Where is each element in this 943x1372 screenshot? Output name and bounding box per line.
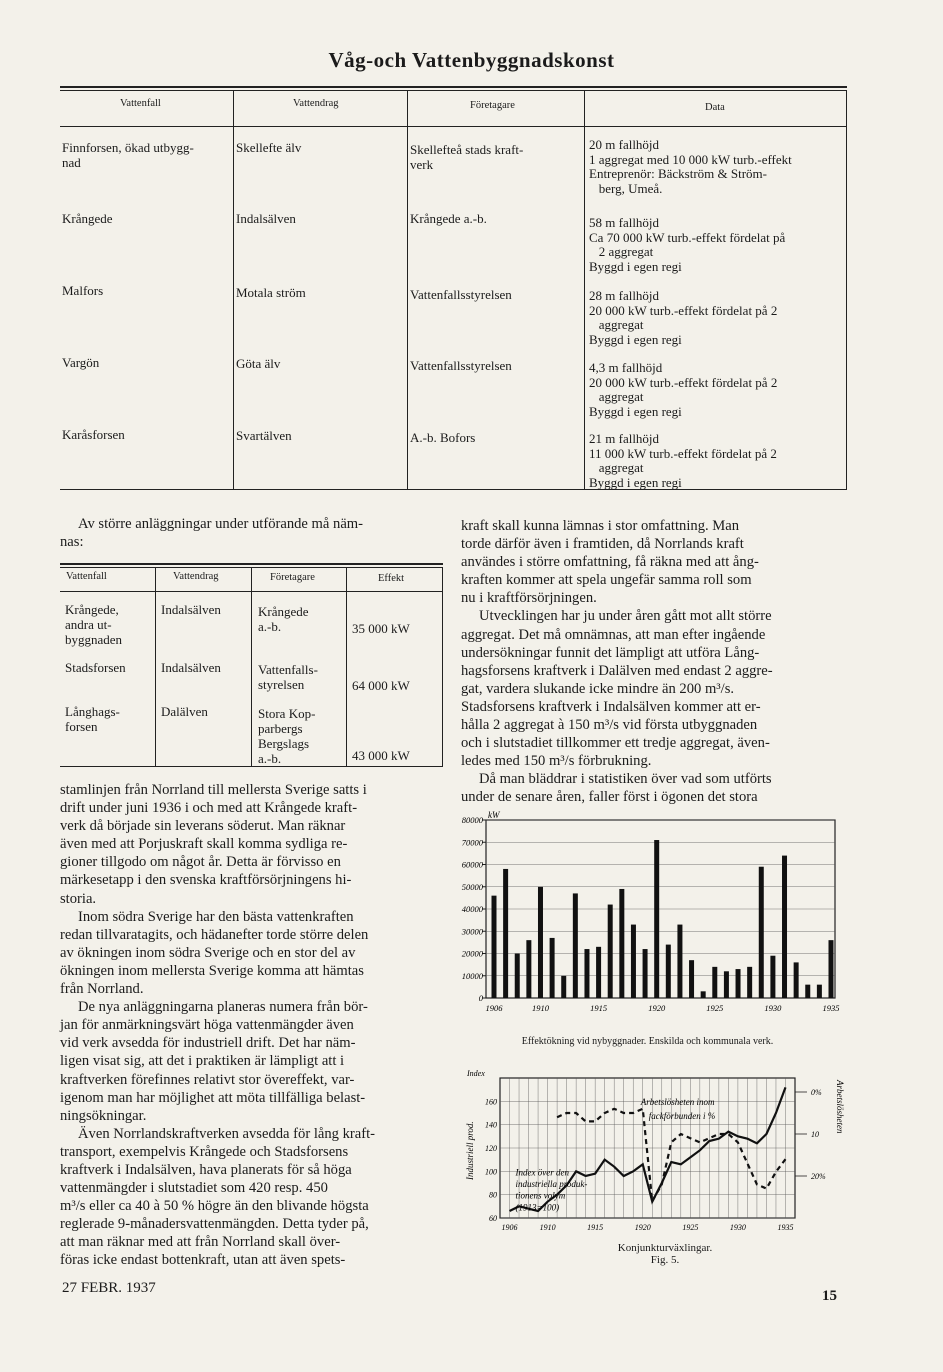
x-tick-label: 1915 — [590, 1003, 608, 1013]
chart-annotation: Index över den — [515, 1167, 570, 1178]
small-cell-owner: Krångede a.-b. — [258, 604, 309, 634]
table-cell-data: 28 m fallhöjd 20 000 kW turb.-effekt fördelat på 2 aggregat Byggd i egen regi — [589, 288, 778, 347]
chart-annotation: industriella produk- — [515, 1179, 588, 1189]
bar-chart — [450, 808, 845, 1033]
bar — [503, 869, 508, 998]
small-cell-river: Indalsälven — [161, 660, 221, 675]
table-cell-owner: Skellefteå stads kraft- verk — [410, 142, 524, 172]
small-cell-effect: 64 000 kW — [352, 678, 410, 693]
chart-annotation: Arbetslösheten inom — [640, 1097, 715, 1107]
bar — [654, 840, 659, 998]
side-label-left: Industriell prod. — [465, 1121, 475, 1180]
small-cell-owner: Vattenfalls- styrelsen — [258, 662, 318, 692]
x-tick-label: 1925 — [706, 1003, 724, 1013]
y-tick-label: 80000 — [461, 815, 483, 825]
page-title: Våg-och Vattenbyggnadskonst — [328, 48, 615, 72]
y-tick-label: 60000 — [461, 859, 483, 870]
y-axis-label-left: Index — [467, 1070, 485, 1078]
small-cell-effect: 35 000 kW — [352, 621, 410, 636]
left-column-text — [60, 781, 444, 1270]
table-header-river: Vattendrag — [293, 98, 339, 109]
text-line: jan för anmärkningsvärt höga vattenmängder även — [60, 1017, 354, 1034]
line-chart-caption: Konjunkturväxlingar. Fig. 5. — [617, 1242, 713, 1266]
table-cell-fall: Krångede — [62, 211, 113, 226]
table-cell-data: 58 m fallhöjd Ca 70 000 kW turb.-effekt fördelat på 2 aggregat Byggd i egen regi — [589, 215, 786, 274]
text-line: undersökningar funnit det lämpligt att utföra Lång- — [461, 644, 760, 661]
small-cell-river: Dalälven — [161, 704, 208, 719]
bar — [770, 956, 775, 998]
right-column-text — [461, 517, 847, 807]
y-tick-label: 100 — [485, 1167, 497, 1177]
text-line: från Norrland. — [60, 981, 144, 998]
bar — [631, 925, 636, 998]
text-line: drift under juni 1936 i och med att Krångede kraft- — [60, 800, 358, 817]
text-line: även med att Porjuskraft skall komma sydliga re- — [60, 836, 348, 853]
y-tick-label: 50000 — [461, 881, 483, 892]
text-line: Även Norrlandskraftverken avsedda för lång kraft- — [78, 1125, 376, 1142]
x-tick-label: 1910 — [531, 1003, 549, 1013]
x-tick-label: 1920 — [634, 1223, 651, 1232]
small-cell-owner: Stora Kop- parbergs Bergslags a.-b. — [258, 706, 316, 766]
bar — [759, 867, 764, 998]
text-line: och i slutstadiet tillkommer ett tredje aggregat, även- — [461, 735, 770, 752]
text-line: ledes med 150 m³/s förbrukning. — [461, 753, 652, 770]
bar — [608, 905, 613, 998]
small-header-river: Vattendrag — [173, 571, 219, 582]
table-cell-owner: Vattenfallsstyrelsen — [410, 287, 512, 302]
y-tick-label-right: 0% — [811, 1088, 822, 1097]
bar — [538, 887, 543, 998]
bar — [561, 976, 566, 998]
table-cell-fall: Karåsforsen — [62, 427, 125, 442]
x-tick-label: 1915 — [587, 1223, 604, 1232]
bar — [550, 938, 555, 998]
small-cell-river: Indalsälven — [161, 602, 221, 617]
bar — [747, 967, 752, 998]
bar — [643, 949, 648, 998]
y-tick-label: 40000 — [461, 904, 483, 914]
y-tick-label: 30000 — [461, 926, 483, 937]
table-cell-data: 21 m fallhöjd 11 000 kW turb.-effekt fördelat på 2 aggregat Byggd i egen regi — [589, 431, 777, 490]
table-cell-fall: Finnforsen, ökad utbygg- nad — [62, 140, 194, 170]
table-cell-fall: Vargön — [62, 355, 100, 370]
text-line: m³/s eller ca 40 à 50 % högre än den blivande högsta — [60, 1198, 369, 1215]
text-line: stamlinjen från Norrland till mellersta Sverige satts i — [60, 782, 367, 798]
text-line: kraftverken förefinnes relativt stor övereffekt, var- — [60, 1071, 355, 1088]
text-line: Utvecklingen har ju under åren gått mot allt större — [479, 608, 772, 625]
x-tick-label: 1935 — [777, 1223, 794, 1232]
small-header-owner: Företagare — [270, 572, 315, 583]
table-cell-data: 4,3 m fallhöjd 20 000 kW turb.-effekt fördelat på 2 aggregat Byggd i egen regi — [589, 360, 778, 419]
bar — [712, 967, 717, 998]
x-tick-label: 1935 — [822, 1003, 840, 1013]
table-cell-river: Indalsälven — [236, 211, 296, 226]
table-header-fall: Vattenfall — [120, 98, 161, 109]
text-line: hålla 2 aggregat à 150 m³/s vid första utbyggnaden — [461, 717, 758, 734]
text-line: torde därför även i framtiden, då Norrlands kraft — [461, 536, 744, 553]
text-line: vattenmängder i slutstadiet som 420 resp. 450 — [60, 1180, 328, 1197]
text-line: föras icke endast bottenkraft, utan att även spets- — [60, 1252, 346, 1269]
table-cell-river: Motala ström — [236, 285, 306, 300]
text-line: vid verk avsedda för industriell drift. Det har näm- — [60, 1035, 356, 1052]
text-line: användes i större omfattning, få räkna med att ång- — [461, 554, 759, 571]
y-tick-label: 20000 — [461, 948, 483, 959]
bar — [805, 985, 810, 998]
bar — [573, 893, 578, 998]
side-label-right: Arbetslösheten — [835, 1080, 845, 1134]
small-cell-fall: Krångede, andra ut- byggnaden — [65, 602, 123, 647]
small-header-effect: Effekt — [378, 573, 405, 584]
text-line: Då man bläddrar i statistiken över vad som utförts — [479, 771, 772, 788]
table-cell-river: Skellefte älv — [236, 140, 302, 155]
text-line: De nya anläggningarna planeras numera från bör- — [78, 999, 368, 1016]
y-tick-label: 70000 — [461, 837, 483, 848]
small-cell-fall: Stadsforsen — [65, 660, 126, 675]
bar-chart-caption: Effektökning vid nybyggnader. Enskilda och kommunala verk. — [521, 1036, 774, 1047]
text-line: redan tillvaratagits, och hädanefter torde större delen — [60, 926, 369, 943]
table-cell-river: Göta älv — [236, 356, 281, 371]
text-line: ligen visat sig, att det i praktiken är lämpligt att i — [60, 1053, 345, 1070]
x-tick-label: 1930 — [729, 1223, 746, 1232]
text-line: kraften kommer att spela ungefär samma roll som — [461, 572, 752, 589]
bar — [794, 962, 799, 998]
small-cell-effect: 43 000 kW — [352, 748, 410, 763]
table-cell-fall: Malfors — [62, 283, 104, 298]
y-tick-label-right: 10 — [811, 1130, 819, 1139]
chart-annotation: (1913=100) — [515, 1202, 560, 1213]
text-line: aggregat. Det må omnämnas, att man efter ingående — [461, 626, 766, 643]
text-line: kraftverk i Indalsälven, hava planerats för så höga — [60, 1161, 352, 1178]
bar — [492, 896, 497, 998]
x-tick-label: 1920 — [648, 1003, 666, 1013]
text-line: gioner tillgodo om något år. Detta är förvisso en — [60, 854, 341, 871]
bar — [515, 954, 520, 999]
y-tick-label: 10000 — [461, 970, 483, 981]
text-line: kraft skall kunna lämnas i stor omfattning. Man — [461, 518, 740, 534]
text-line: hagsforsens kraftverk i Dalälven med endast 2 aggre- — [461, 662, 773, 679]
text-line: märkesetapp i den svenska kraftförsörjningens hi- — [60, 872, 352, 889]
x-tick-label: 1925 — [682, 1223, 699, 1232]
table-cell-river: Svartälven — [236, 428, 292, 443]
table-header-owner: Företagare — [470, 100, 515, 111]
table-cell-owner: Vattenfallsstyrelsen — [410, 358, 512, 373]
bar — [817, 985, 822, 998]
y-tick-label: 140 — [485, 1120, 497, 1130]
bar — [701, 991, 706, 998]
table-cell-owner: Krångede a.-b. — [410, 211, 487, 226]
table-header-data: Data — [705, 102, 725, 113]
y-tick-label: 160 — [485, 1097, 497, 1107]
x-tick-label: 1930 — [764, 1003, 782, 1013]
bar — [829, 940, 834, 998]
table-cell-data: 20 m fallhöjd 1 aggregat med 10 000 kW turb.-effekt Entreprenör: Bäckström & Ström- berg, Umeå. — [589, 137, 792, 196]
bar — [782, 856, 787, 998]
text-line: reglerade 9-månadersvattenmängden. Detta tyder på, — [60, 1216, 369, 1233]
table-cell-owner: A.-b. Bofors — [410, 430, 476, 445]
bar — [596, 947, 601, 998]
chart-annotation: fackförbunden i % — [648, 1111, 716, 1121]
bar — [724, 971, 729, 998]
y-tick-label: 0 — [478, 993, 483, 1003]
small-header-fall: Vattenfall — [66, 571, 107, 582]
y-axis-label: kW — [488, 810, 500, 820]
text-line: nu i kraftförsörjningen. — [461, 590, 597, 607]
text-line: Inom södra Sverige har den bästa vattenkraften — [78, 908, 354, 925]
y-tick-label: 120 — [485, 1144, 497, 1153]
x-tick-label: 1910 — [539, 1223, 556, 1232]
bar — [584, 949, 589, 998]
issue-date: 27 FEBR. 1937 — [62, 1280, 156, 1296]
bar — [526, 940, 531, 998]
y-tick-label-right: 20% — [811, 1172, 826, 1181]
text-line: igenom man har möjlighet att möta tillfälliga belast- — [60, 1089, 366, 1106]
text-line: gat, vardera slukande icke mindre än 200 m³/s. — [461, 680, 735, 697]
bar — [736, 969, 741, 998]
text-line: ökningen inom mellersta Sverige komma att hämtas — [60, 962, 364, 979]
x-tick-label: 1906 — [485, 1003, 503, 1013]
y-tick-label: 80 — [489, 1190, 497, 1200]
text-line: under de senare åren, faller först i ögonen det stora — [461, 789, 758, 806]
text-line: Stadsforsens kraftverk i Indalsälven kommer att er- — [461, 698, 761, 715]
small-cell-fall: Långhags- forsen — [65, 704, 120, 734]
text-line: av ökningen inom södra Sverige och en stor del av — [60, 944, 356, 961]
bar — [677, 925, 682, 998]
y-tick-label: 60 — [489, 1214, 497, 1223]
bar — [666, 945, 671, 998]
chart-annotation: tionens volym — [515, 1190, 566, 1201]
intro-paragraph: Av större anläggningar under utförande må näm- nas: — [60, 516, 364, 551]
text-line: verk då började sin leverans söderut. Man räknar — [60, 818, 346, 835]
text-line: ningsökningar. — [60, 1107, 147, 1124]
line-chart — [455, 1070, 847, 1242]
text-line: transport, exempelvis Krångede och Stadsforsens — [60, 1143, 349, 1160]
text-line: storia. — [60, 890, 97, 907]
x-tick-label: 1906 — [501, 1223, 518, 1232]
page-number: 15 — [822, 1288, 837, 1304]
bar — [689, 960, 694, 998]
text-line: att man räknar med att från Norrland skall över- — [60, 1234, 341, 1251]
bar — [619, 889, 624, 998]
